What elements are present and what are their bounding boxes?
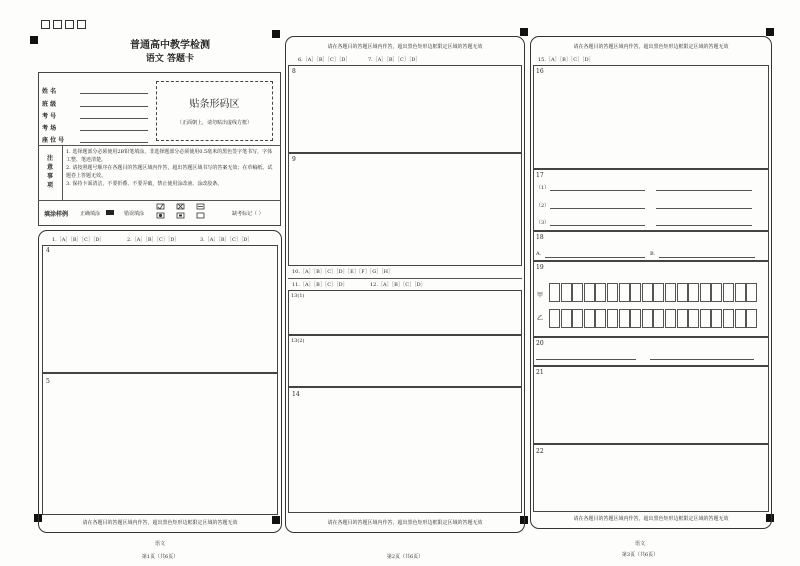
grid-cell[interactable] — [677, 309, 688, 328]
grid-cell[interactable] — [630, 283, 641, 302]
grid-cell[interactable] — [746, 309, 757, 328]
q13-2-label: 13(2) — [291, 338, 305, 344]
answer-box-q22[interactable] — [533, 444, 769, 512]
footer-page2: 第2页（共6页） — [386, 554, 424, 560]
fill-example-label: 填涂样例 — [44, 211, 69, 218]
grid-cell[interactable] — [688, 309, 699, 328]
warning-page3: 请在各题目的答题区域内作答，超出黑色矩形边框限定区域的答题无效 — [573, 516, 729, 522]
q19-jia-label: 甲 — [537, 292, 544, 299]
q17-label: 17 — [536, 172, 544, 179]
q5-label: 5 — [46, 378, 50, 385]
align-mark — [30, 36, 38, 44]
divider — [38, 145, 281, 146]
q17-2-line-a[interactable] — [550, 208, 645, 209]
q17-1-line-a[interactable] — [550, 190, 645, 191]
answer-box-q14[interactable] — [288, 387, 522, 513]
field-seat-number[interactable]: 座 位 号 — [42, 135, 152, 144]
grid-cell[interactable] — [572, 309, 583, 328]
notice-label: 注 意 事 项 — [46, 155, 53, 189]
grid-cell[interactable] — [561, 283, 572, 302]
mc-q7[interactable]: 7.［A］［B］［C］［D］ — [368, 57, 421, 63]
grid-cell[interactable] — [665, 283, 676, 302]
answer-box-q16[interactable] — [533, 65, 769, 169]
correct-fill-label: 正确填涂 — [80, 211, 101, 217]
q14-label: 14 — [292, 391, 300, 398]
q20-line-b[interactable] — [650, 359, 754, 360]
q19-label: 19 — [536, 264, 544, 271]
align-mark — [766, 28, 774, 36]
align-mark — [272, 30, 280, 38]
q9-label: 9 — [292, 156, 296, 163]
warning-page2: 请在各题目的答题区域内作答，超出黑色矩形边框限定区域的答题无效 — [327, 520, 483, 526]
grid-cell[interactable] — [642, 309, 653, 328]
grid-cell[interactable] — [677, 283, 688, 302]
q18-a-label: A. — [536, 251, 542, 257]
grid-cell[interactable] — [653, 309, 664, 328]
grid-cell[interactable] — [572, 283, 583, 302]
q17-3-line-b[interactable] — [656, 225, 752, 226]
divider — [288, 278, 522, 279]
answer-box-q20[interactable] — [533, 337, 769, 366]
q8-label: 8 — [292, 68, 296, 75]
answer-box-q13-1[interactable] — [288, 290, 522, 335]
q17-3-label: （3） — [536, 220, 550, 226]
grid-cell[interactable] — [595, 283, 606, 302]
grid-cell[interactable] — [735, 309, 746, 328]
mc-q6[interactable]: 6.［A］［B］［C］［D］ — [298, 57, 351, 63]
mc-q3[interactable]: 3.［A］［B］［C］［D］ — [200, 237, 253, 243]
warning-page1: 请在各题目的答题区域内作答，超出黑色矩形边框限定区域的答题无效 — [82, 520, 238, 526]
grid-cell[interactable] — [595, 309, 606, 328]
answer-box-q17[interactable] — [533, 169, 769, 231]
answer-box-q8[interactable] — [288, 65, 522, 153]
field-name[interactable]: 姓 名 — [42, 86, 152, 95]
mc-q10[interactable]: 10.［A］［B］［C］［D］［E］［F］［G］［H］ — [292, 269, 394, 275]
barcode-area — [156, 81, 273, 141]
wrong-fill-icons — [155, 203, 215, 221]
grid-cell[interactable] — [711, 309, 722, 328]
q17-3-line-a[interactable] — [550, 225, 645, 226]
exam-title: 普通高中教学检测 — [130, 40, 210, 51]
answer-box-q4[interactable] — [42, 245, 278, 373]
grid-cell[interactable] — [735, 283, 746, 302]
missing-exam-mark[interactable]: 缺考标记（ ） — [232, 211, 264, 217]
grid-cell[interactable] — [653, 283, 664, 302]
grid-cell[interactable] — [688, 283, 699, 302]
mc-q11[interactable]: 11.［A］［B］［C］［D］ — [292, 282, 348, 288]
q17-2-line-b[interactable] — [656, 208, 752, 209]
q17-1-line-b[interactable] — [656, 190, 752, 191]
q16-label: 16 — [536, 68, 544, 75]
divider — [62, 145, 63, 200]
align-mark — [520, 28, 528, 36]
q20-label: 20 — [536, 340, 544, 347]
answer-box-q13-2[interactable] — [288, 335, 522, 387]
warning-page3-top: 请在各题目的答题区域内作答，超出黑色矩形边框限定区域的答题无效 — [573, 44, 729, 50]
notice-items: 1. 选择题部分必须使用2B铅笔填涂，非选择题部分必须使用0.5毫米的黑色签字笔书写，字体工整、笔迹清楚。 2. 请按照题号顺序在各题目的答题区域内作答，超出答题区域书写的答案无效；在草稿纸、试题卷上答题无效。 3. 保持卡面清洁，不要折叠、不要弄破，禁止使用涂改液、涂改胶条。 — [66, 149, 273, 187]
grid-cell[interactable] — [642, 283, 653, 302]
field-class[interactable]: 班 级 — [42, 99, 152, 108]
mc-q2[interactable]: 2.［A］［B］［C］［D］ — [127, 237, 180, 243]
field-exam-number[interactable]: 考 号 — [42, 111, 152, 120]
q13-1-label: 13(1) — [291, 293, 305, 299]
mc-q1[interactable]: 1.［A］［B］［C］［D］ — [52, 237, 105, 243]
grid-cell[interactable] — [607, 309, 618, 328]
q19-yi-label: 乙 — [537, 315, 544, 322]
q21-label: 21 — [536, 369, 544, 376]
footer-subject-page3: 语文 — [634, 541, 645, 547]
q18-label: 18 — [536, 234, 544, 241]
q18-b-label: B. — [650, 251, 656, 257]
q18-b-line[interactable] — [659, 257, 755, 258]
footer-page1: 第1页（共6页） — [141, 554, 179, 560]
grid-cell[interactable] — [584, 283, 595, 302]
warning-page2-top: 请在各题目的答题区域内作答，超出黑色矩形边框限定区域的答题无效 — [327, 44, 483, 50]
mc-q12[interactable]: 12.［A］［B］［C］［D］ — [370, 282, 426, 288]
grid-cell[interactable] — [549, 283, 560, 302]
barcode-title: 贴条形码区 — [189, 99, 240, 110]
grid-cell[interactable] — [549, 309, 560, 328]
barcode-note: （正面朝上，请勿贴出虚线方框） — [176, 120, 252, 126]
grid-cell[interactable] — [584, 309, 595, 328]
grid-cell[interactable] — [723, 309, 734, 328]
grid-cell[interactable] — [746, 283, 757, 302]
grid-cell[interactable] — [630, 309, 641, 328]
grid-cell[interactable] — [607, 283, 618, 302]
grid-cell[interactable] — [700, 309, 711, 328]
exam-subtitle: 语文 答题卡 — [145, 54, 195, 64]
field-exam-room[interactable]: 考 场 — [42, 123, 152, 132]
divider — [38, 200, 281, 201]
grid-cell[interactable] — [665, 309, 676, 328]
q17-1-label: （1） — [536, 185, 550, 191]
wrong-fill-label: 错误填涂 — [124, 211, 145, 217]
grid-cell[interactable] — [723, 283, 734, 302]
q4-label: 4 — [46, 247, 50, 254]
grid-cell[interactable] — [711, 283, 722, 302]
answer-box-q9[interactable] — [288, 153, 522, 266]
answer-box-q5[interactable] — [42, 373, 278, 515]
corner-squares — [41, 14, 89, 33]
mc-q15[interactable]: 15.［A］［B］［C］［D］ — [538, 57, 594, 63]
grid-cell[interactable] — [619, 309, 630, 328]
q20-line-a[interactable] — [536, 359, 636, 360]
grid-cell[interactable] — [700, 283, 711, 302]
footer-page3: 第3页（共6页） — [621, 552, 659, 558]
answer-box-q21[interactable] — [533, 366, 769, 444]
q22-label: 22 — [536, 448, 544, 455]
correct-fill-icon — [106, 210, 114, 215]
q17-2-label: （2） — [536, 203, 550, 209]
grid-cell[interactable] — [561, 309, 572, 328]
footer-subject-page1: 语文 — [154, 541, 165, 547]
grid-cell[interactable] — [619, 283, 630, 302]
q18-a-line[interactable] — [545, 257, 645, 258]
